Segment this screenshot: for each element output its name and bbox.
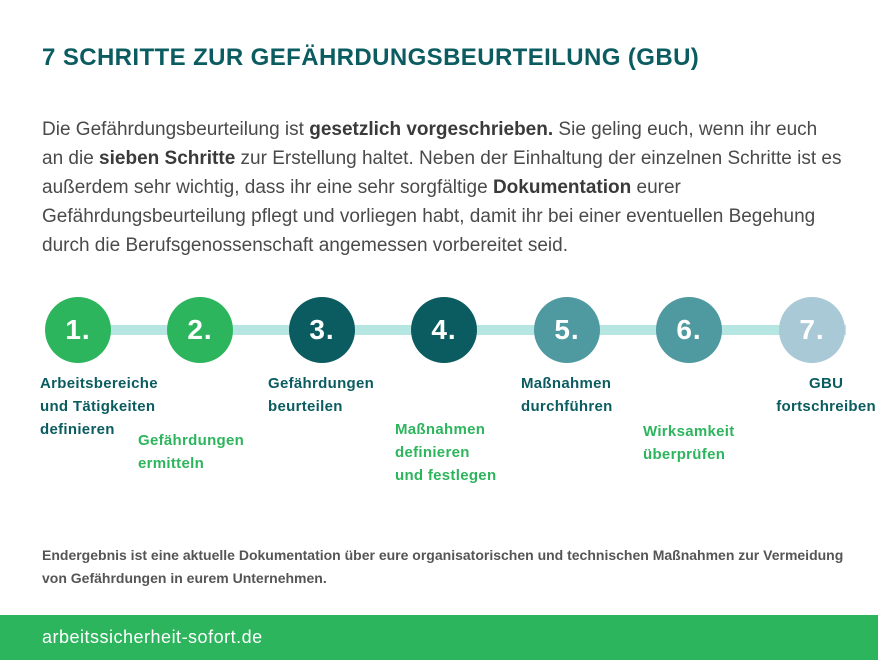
step-3-circle [289, 297, 355, 363]
step-5-circle [534, 297, 600, 363]
step-label-line: Maßnahmen [395, 421, 486, 438]
step-6-label [643, 420, 735, 466]
step-7-circle [779, 297, 845, 363]
step-3-number: 3. [309, 314, 335, 345]
step-label-line: Maßnahmen [521, 375, 612, 392]
step-label-line: GBU [809, 375, 844, 392]
intro-emphasis: Dokumentation [492, 177, 632, 198]
step-label-line: Gefährdungen [268, 375, 375, 392]
step-2-label [138, 429, 244, 475]
step-1-circle [45, 297, 111, 363]
step-4-circle [411, 297, 477, 363]
step-4-label [395, 418, 496, 487]
step-2-number: 2. [187, 314, 213, 345]
intro-text: eurer Gefährdungsbeurteilung pflegt und vorliegen habt, damit ihr bei einer eventuellen Begehung durch die Berufsgenossenschaft angemessen vorbereitet seid. [42, 177, 816, 256]
intro-paragraph [42, 115, 842, 260]
step-label-line: und Tätigkeiten [40, 398, 156, 415]
step-label-line: definieren [40, 421, 115, 438]
step-5-number: 5. [554, 314, 580, 345]
intro-emphasis: sieben Schritte [99, 148, 236, 169]
step-5-label [521, 372, 613, 418]
step-3-label [268, 372, 374, 418]
step-7-label [776, 372, 876, 418]
step-label-line: Arbeitsbereiche [40, 375, 158, 392]
intro-text: Die Gefährdungsbeurteilung ist [42, 119, 310, 140]
step-label-line: definieren [395, 444, 470, 461]
step-label-line: Wirksamkeit [643, 423, 735, 440]
step-6-circle [656, 297, 722, 363]
step-label-line: beurteilen [268, 398, 343, 415]
step-4-number: 4. [431, 314, 457, 345]
step-label-line: durchführen [521, 398, 613, 415]
page-title: 7 SCHRITTE ZUR GEFÄHRDUNGSBEURTEILUNG (GBU) [42, 44, 700, 71]
step-label-line: ermitteln [138, 455, 205, 472]
step-1-number: 1. [65, 314, 91, 345]
result-text: Endergebnis ist eine aktuelle Dokumentation über eure organisatorischen und technischen Maßnahmen zur Vermeidung von Gefährdungen in eurem Unternehmen. [42, 547, 844, 586]
step-label-line: und festlegen [395, 467, 497, 484]
footer-bar [0, 615, 878, 660]
step-6-number: 6. [676, 314, 702, 345]
steps-timeline [0, 290, 880, 370]
step-label-line: fortschreiben [776, 398, 876, 415]
intro-emphasis: gesetzlich vorgeschrieben. [309, 119, 554, 140]
step-2-circle [167, 297, 233, 363]
step-label-line: Gefährdungen [138, 432, 245, 449]
step-7-number: 7. [799, 314, 825, 345]
intro-text: Sie geling euch, wenn ihr euch an die [42, 119, 818, 169]
intro-text: zur Erstellung haltet. Neben der Einhaltung der einzelnen Schritte ist es außerdem sehr wichtig, dass ihr eine sehr sorgfältige [42, 148, 842, 198]
step-label-line: überprüfen [643, 446, 726, 463]
footer-url: arbeitssicherheit-sofort.de [42, 627, 263, 647]
